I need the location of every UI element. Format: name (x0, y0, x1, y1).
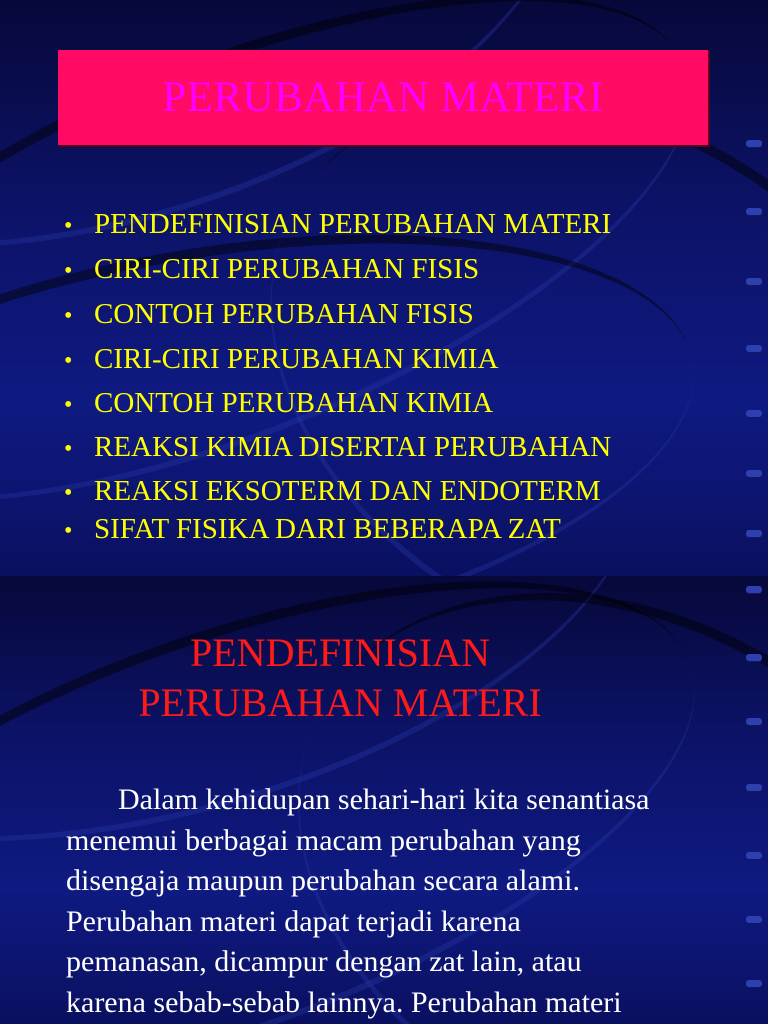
list-item-text: PENDEFINISIAN PERUBAHAN MATERI (94, 208, 612, 240)
section-heading-line: PENDEFINISIAN (190, 630, 490, 675)
list-item-text: REAKSI EKSOTERM DAN ENDOTERM (94, 475, 601, 507)
list-item (64, 389, 611, 433)
bullet-icon: • (64, 518, 73, 544)
paragraph-line: Dalam kehidupan sehari-hari kita senantiasa (118, 783, 650, 816)
paragraph-line: Perubahan materi dapat terjadi karena (66, 904, 521, 938)
slide-2 (0, 576, 768, 1024)
decorative-dash (746, 278, 762, 285)
decorative-dash (746, 470, 762, 477)
decorative-dash (746, 140, 762, 147)
bullet-icon: • (64, 303, 73, 329)
list-item (64, 210, 611, 255)
bullet-icon: • (64, 480, 73, 506)
paragraph-line: disengaja maupun perubahan secara alami. (66, 864, 580, 897)
decorative-dash (746, 410, 762, 417)
bullet-icon: • (64, 348, 73, 374)
decorative-dash (746, 530, 762, 537)
paragraph-line: pemanasan, dicampur dengan zat lain, atau (66, 945, 582, 978)
list-item (64, 477, 611, 515)
decorative-dash (746, 208, 762, 215)
list-item-text: CONTOH PERUBAHAN KIMIA (94, 387, 494, 419)
section-heading (0, 628, 680, 728)
list-item (64, 300, 611, 345)
decorative-dash (746, 345, 762, 352)
list-item-text: REAKSI KIMIA DISERTAI PERUBAHAN (94, 431, 612, 463)
list-item-text: CIRI-CIRI PERUBAHAN FISIS (94, 253, 480, 285)
slide-title: PERUBAHAN MATERI (162, 74, 604, 121)
paragraph-line: menemui berbagai macam perubahan yang (66, 823, 581, 857)
list-item (64, 345, 611, 389)
topic-list (64, 210, 611, 555)
decorative-dash (746, 718, 762, 725)
list-item (64, 433, 611, 477)
section-heading-line: PERUBAHAN MATERI (138, 680, 542, 725)
list-item-text: CONTOH PERUBAHAN FISIS (94, 298, 474, 330)
list-item-text: SIFAT FISIKA DARI BEBERAPA ZAT (94, 513, 561, 545)
bullet-icon: • (64, 213, 73, 239)
decorative-dash (746, 586, 762, 593)
bullet-icon: • (64, 258, 73, 284)
list-item (64, 255, 611, 300)
title-box (58, 50, 710, 147)
decorative-dash (746, 654, 762, 661)
bullet-icon: • (64, 392, 73, 418)
list-item (64, 515, 611, 555)
body-paragraph (66, 780, 756, 1023)
paragraph-line: karena sebab-sebab lainnya. Perubahan materi (66, 985, 622, 1019)
list-item-text: CIRI-CIRI PERUBAHAN KIMIA (94, 343, 499, 375)
bullet-icon: • (64, 436, 73, 462)
